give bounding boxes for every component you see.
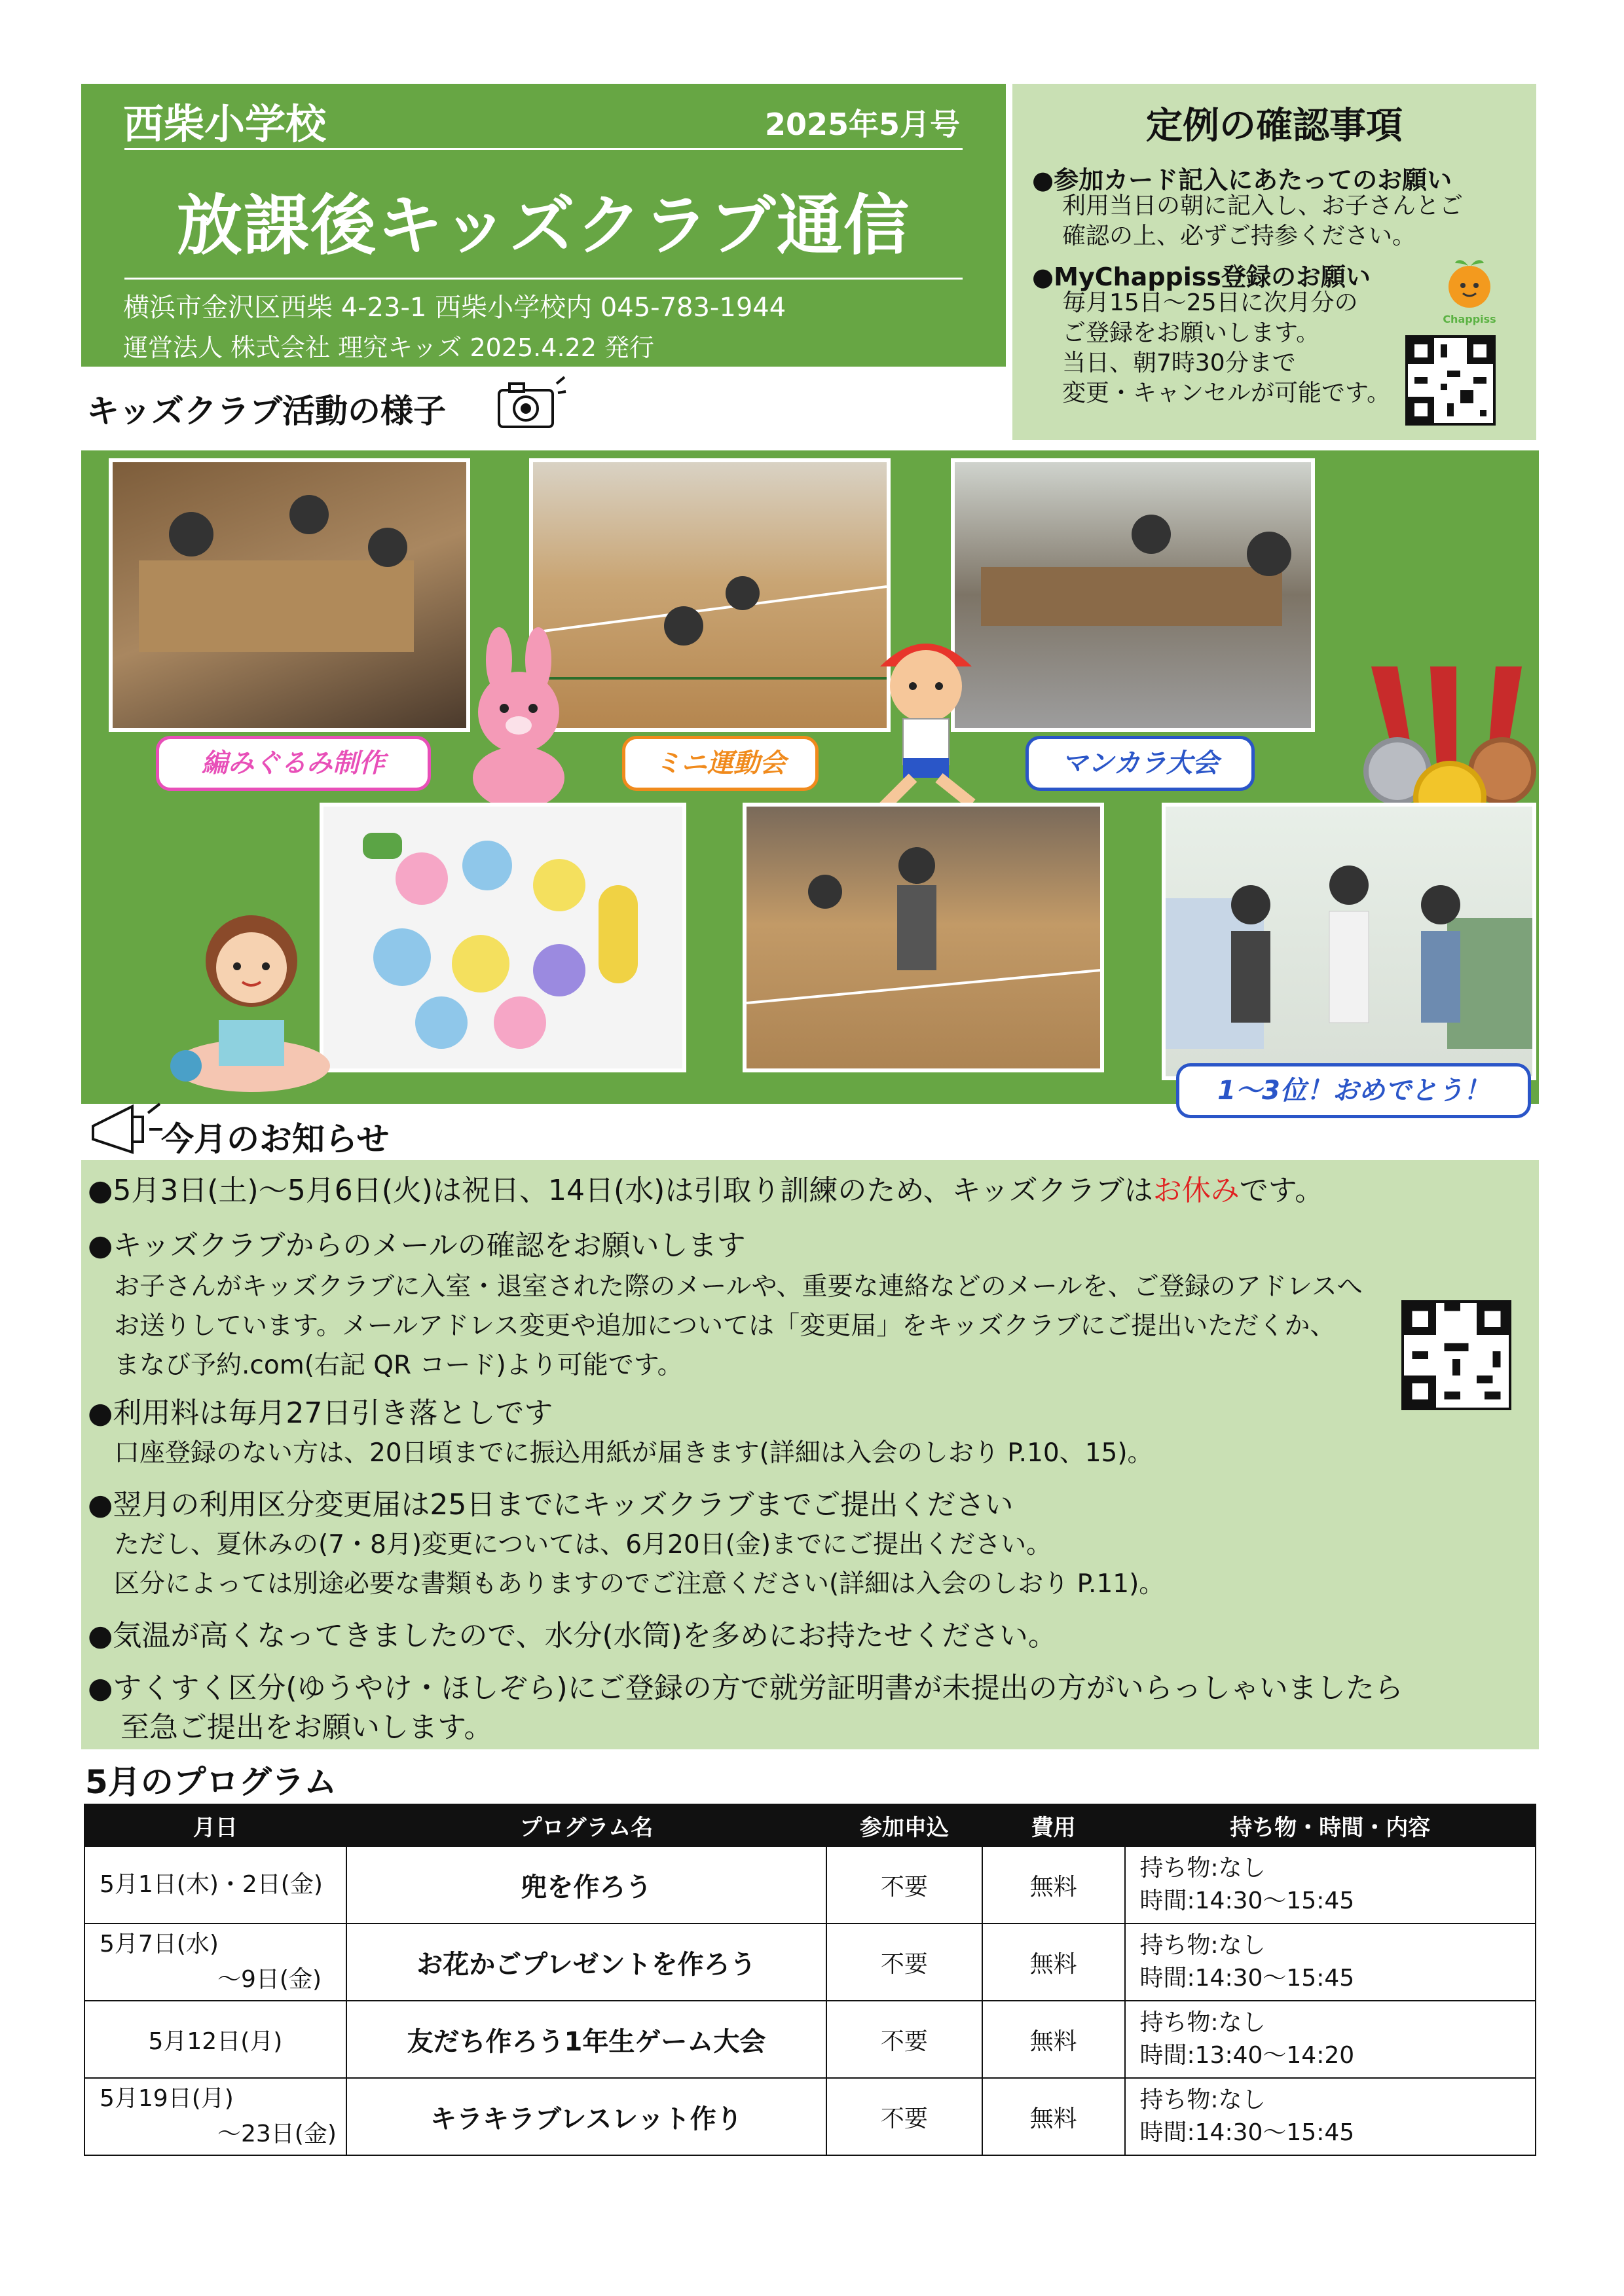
time-text: 時間:14:30～15:45 bbox=[1139, 1887, 1355, 1914]
time-text: 時間:14:30～15:45 bbox=[1139, 1965, 1355, 1992]
running-boy-illustration bbox=[841, 621, 1011, 817]
notice-fee-detail: 口座登録のない方は、20日頃までに振込用紙が届きます(詳細は入会のしおり P.10、15)。 bbox=[114, 1438, 1153, 1468]
camera-icon bbox=[495, 374, 567, 433]
check-item-title: ●MyChappiss登録のお願い bbox=[1032, 263, 1371, 291]
column-header: プログラム名 bbox=[346, 1804, 826, 1846]
check-item-title: ●参加カード記入にあたってのお願い bbox=[1032, 166, 1452, 194]
items-text: 持ち物:なし bbox=[1139, 2009, 1266, 2036]
activity-label-mancala: マンカラ大会 bbox=[1025, 736, 1255, 791]
date-text: ～23日(金) bbox=[217, 2121, 337, 2147]
items-text: 持ち物:なし bbox=[1139, 2086, 1266, 2113]
fee-cell: 無料 bbox=[982, 1923, 1125, 2001]
apply-cell: 不要 bbox=[826, 1846, 982, 1923]
date-text: 5月19日(月) bbox=[100, 2085, 234, 2112]
knitting-photo bbox=[109, 458, 470, 732]
items-cell bbox=[1125, 1923, 1536, 2001]
column-header: 持ち物・時間・内容 bbox=[1125, 1804, 1536, 1846]
megaphone-icon bbox=[86, 1100, 165, 1165]
column-header: 参加申込 bbox=[826, 1804, 982, 1846]
notice-hydration: ●気温が高くなってきましたので、水分(水筒)を多めにお持たせください。 bbox=[88, 1619, 1057, 1652]
logo-text: Chappiss bbox=[1443, 313, 1496, 325]
header-divider bbox=[124, 278, 963, 280]
winners-photo bbox=[1162, 803, 1536, 1080]
notice-fee: ●利用料は毎月27日引き落としです bbox=[88, 1396, 553, 1430]
check-item-text: 当日、朝7時30分まで bbox=[1062, 350, 1296, 376]
check-item-text: 変更・キャンセルが可能です。 bbox=[1062, 380, 1391, 407]
check-item-text: 利用当日の朝に記入し、お子さんとご bbox=[1062, 192, 1464, 219]
notice-certificate-detail: 至急ご提出をお願いします。 bbox=[120, 1711, 493, 1744]
manabi-yoyaku-qr-code[interactable] bbox=[1401, 1300, 1511, 1410]
date-cell bbox=[84, 2078, 346, 2155]
notice-change-form: ●翌月の利用区分変更届は25日までにキッズクラブまでご提出ください bbox=[88, 1488, 1014, 1522]
items-cell bbox=[1125, 2078, 1536, 2155]
items-text: 持ち物:なし bbox=[1139, 1855, 1266, 1882]
fee-cell: 無料 bbox=[982, 2078, 1125, 2155]
notice-email: ●キッズクラブからのメールの確認をお願いします bbox=[88, 1229, 746, 1262]
notice-email-detail: お子さんがキッズクラブに入室・退室された際のメールや、重要な連絡などのメールを、ご登録のアドレスへ bbox=[114, 1272, 1363, 1302]
notice-change-detail: 区分によっては別途必要な書類もありますのでご注意ください(詳細は入会のしおり P.11)。 bbox=[114, 1569, 1165, 1599]
check-item-text: 毎月15日～25日に次月分の bbox=[1062, 289, 1358, 316]
table-row bbox=[84, 2078, 1536, 2155]
fee-cell: 無料 bbox=[982, 1846, 1125, 1923]
regular-checks-box bbox=[1012, 84, 1536, 440]
program-name-cell: 兜を作ろう bbox=[346, 1846, 826, 1923]
program-name-cell: キラキラブレスレット作り bbox=[346, 2078, 826, 2155]
table-header-row bbox=[84, 1804, 1536, 1846]
knitting-girl-illustration bbox=[153, 896, 350, 1092]
amigurumi-photo bbox=[320, 803, 686, 1072]
winners-label: 1～3位！おめでとう！ bbox=[1176, 1063, 1531, 1118]
apply-cell: 不要 bbox=[826, 2001, 982, 2078]
notice-change-detail: ただし、夏休みの(7・8月)変更については、6月20日(金)までにご提出ください。 bbox=[114, 1530, 1052, 1559]
chappiss-logo bbox=[1437, 255, 1502, 327]
apply-cell: 不要 bbox=[826, 2078, 982, 2155]
school-name: 西柴小学校 bbox=[123, 100, 327, 148]
program-heading: 5月のプログラム bbox=[85, 1763, 337, 1801]
notice-email-detail: まなび予約.com(右記 QR コード)より可能です。 bbox=[114, 1351, 683, 1380]
items-cell bbox=[1125, 1846, 1536, 1923]
program-name-cell: 友だち作ろう1年生ゲーム大会 bbox=[346, 2001, 826, 2078]
activities-heading: キッズクラブ活動の様子 bbox=[86, 392, 446, 430]
date-text: ～9日(金) bbox=[217, 1966, 322, 1993]
date-cell: 5月12日(月) bbox=[84, 2001, 346, 2078]
table-row bbox=[84, 1846, 1536, 1923]
newsletter-title: 放課後キッズクラブ通信 bbox=[177, 187, 910, 264]
program-name-cell: お花かごプレゼントを作ろう bbox=[346, 1923, 826, 2001]
check-item-text: ご登録をお願いします。 bbox=[1062, 319, 1320, 346]
column-header: 月日 bbox=[84, 1804, 346, 1846]
closed-highlight: お休み bbox=[1153, 1174, 1240, 1207]
table-row bbox=[84, 1923, 1536, 2001]
mychappiss-qr-code[interactable] bbox=[1405, 335, 1496, 426]
notice-text: です。 bbox=[1239, 1174, 1324, 1207]
address-line: 横浜市金沢区西柴 4-23-1 西柴小学校内 045-783-1944 bbox=[123, 293, 786, 323]
regular-checks-heading: 定例の確認事項 bbox=[1146, 105, 1403, 147]
items-text: 持ち物:なし bbox=[1139, 1932, 1266, 1959]
date-cell bbox=[84, 1923, 346, 2001]
notice-email-detail: お送りしています。メールアドレス変更や追加については「変更届」をキッズクラブにご提出いただくか、 bbox=[114, 1311, 1336, 1341]
notices-box bbox=[81, 1160, 1539, 1749]
issue-date: 2025年5月号 bbox=[764, 107, 960, 142]
sports-day-2-photo bbox=[743, 803, 1104, 1072]
apply-cell: 不要 bbox=[826, 1923, 982, 2001]
date-text: 5月1日(木)・2日(金) bbox=[100, 1871, 323, 1898]
items-cell bbox=[1125, 2001, 1536, 2078]
notices-heading: 今月のお知らせ bbox=[161, 1120, 390, 1158]
header-divider bbox=[124, 148, 963, 150]
notice-closed-days bbox=[88, 1167, 1323, 1209]
column-header: 費用 bbox=[982, 1804, 1125, 1846]
activity-label-knitting: 編みぐるみ制作 bbox=[156, 736, 431, 791]
time-text: 時間:14:30～15:45 bbox=[1139, 2119, 1355, 2146]
date-text: 5月7日(水) bbox=[100, 1931, 219, 1958]
program-table bbox=[84, 1804, 1536, 2156]
bunny-illustration bbox=[453, 627, 584, 811]
notice-text: ●5月3日(土)～5月6日(火)は祝日、14日(水)は引取り訓練のため、キッズクラブは bbox=[88, 1174, 1153, 1207]
activity-label-sports: ミニ運動会 bbox=[622, 736, 819, 791]
table-row bbox=[84, 2001, 1536, 2078]
notice-certificate: ●すくすく区分(ゆうやけ・ほしぞら)にご登録の方で就労証明書が未提出の方がいらっしゃいましたら bbox=[88, 1671, 1403, 1705]
time-text: 時間:13:40～14:20 bbox=[1139, 2042, 1355, 2069]
operator-line: 運営法人 株式会社 理究キッズ 2025.4.22 発行 bbox=[123, 333, 654, 362]
check-item-text: 確認の上、必ずご持参ください。 bbox=[1062, 223, 1416, 249]
newsletter-header bbox=[81, 84, 1006, 367]
fee-cell: 無料 bbox=[982, 2001, 1125, 2078]
date-cell bbox=[84, 1846, 346, 1923]
activity-photo-panel bbox=[81, 450, 1539, 1104]
